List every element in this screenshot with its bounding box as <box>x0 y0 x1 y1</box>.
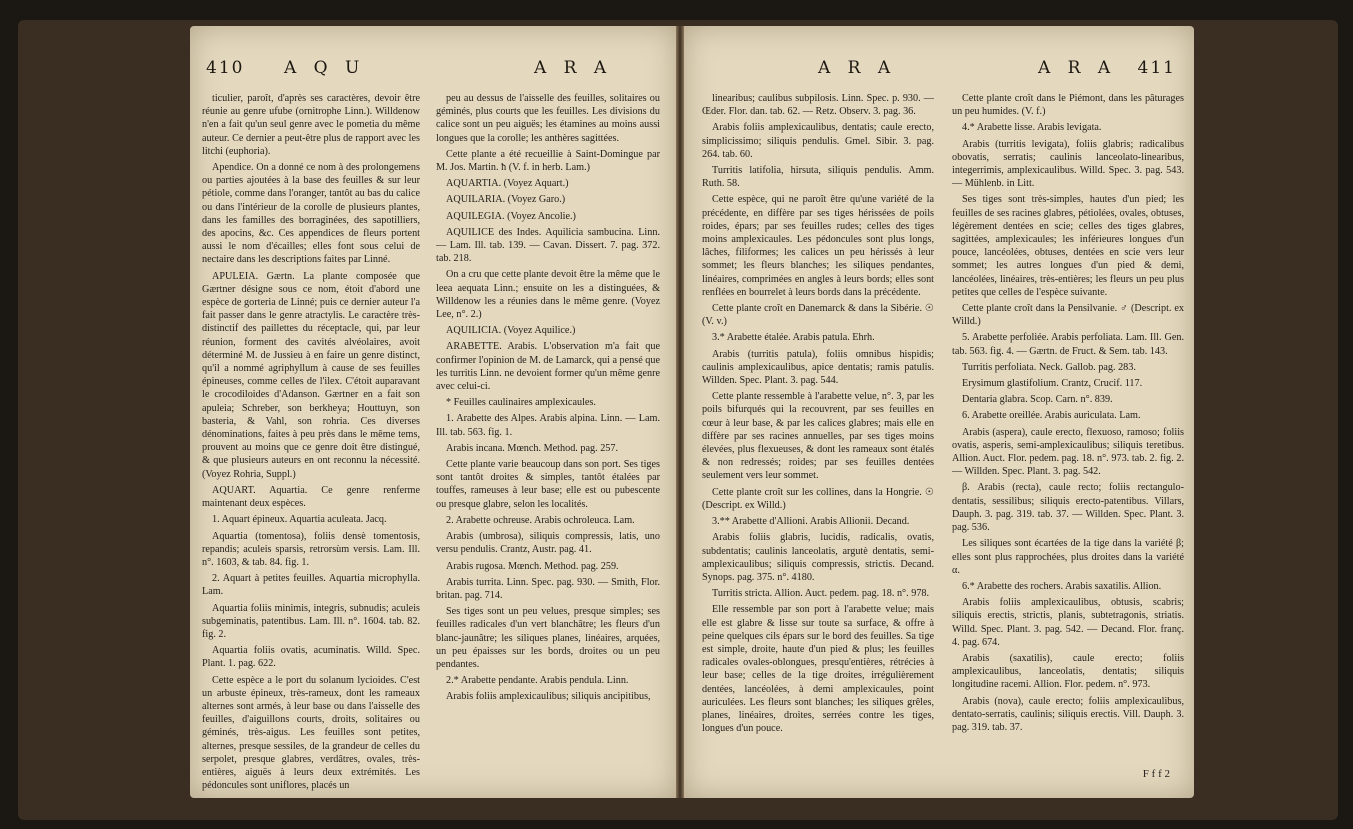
paragraph: Cette plante varie beaucoup dans son port. Ses tiges sont tantôt droites & simples, tantôt étalées par touffes, rameuses à leur base; elle est ou pubescente ou presque glabre, selon les localités. <box>436 459 660 510</box>
paragraph: Aquartia foliis minimis, integris, subnudis; aculeis subgeminatis, patentibus. Lam. Ill. n°. 1604. tab. 82. fig. 2. <box>202 602 420 640</box>
paragraph: Arabis foliis amplexicaulibus, obtusis, scabris; siliquis erectis, strictis, planis, subtetragonis, striatis. Willd. Spec. Plant. 3. pag. 542. — Decand. Flor. franç. 4. pag. 674. <box>952 597 1184 648</box>
paragraph: Aquartia (tomentosa), foliis densè tomentosis, repandis; aculeis sparsis, retrorsùm versis. Lam. Ill. n°. 1603, & tab. 84. fig. 1. <box>202 530 420 568</box>
paragraph: Dentaria glabra. Scop. Carn. n°. 839. <box>962 394 1113 406</box>
paragraph: AQUILEGIA. (Voyez Ancolie.) <box>446 210 576 222</box>
paragraph: β. Arabis (recta), caule recto; foliis rectangulo-dentatis, sessilibus; siliquis erecto-patentibus. Villars, Dauph. 3. pag. 319. tab. 37. — Willden. Spec. Plant. 3. pag. 536. <box>952 482 1184 534</box>
paragraph: Cette plante croît en Danemarck & dans la Sibérie. ☉ (V. v.) <box>702 303 934 328</box>
paragraph: Cette plante croît dans le Piémont, dans les pâturages un peu humides. (V. f.) <box>952 93 1184 118</box>
paragraph: Ses tiges sont très-simples, hautes d'un pied; les feuilles de ses racines glabres, pétiolées, ovales, obtuses, légèrement dentées en scie; celles des tiges glabres, sagittées, amplexicaules; les inférieures longues d'un pouce, lancéolées, obtuses, dentées en scie vers leur sommet; les autres longues d'un pied & demi, lancéolées, linéaires, très-entières; les fleurs un peu plus petites que celles de l'espèce suivante. <box>952 194 1184 298</box>
paragraph: 6.* Arabette des rochers. Arabis saxatilis. Allion. <box>962 580 1162 592</box>
running-head: A R A <box>1038 58 1117 78</box>
paragraph: Arabis (turritis levigata), foliis glabris; radicalibus obovatis, serratis; caulinis lanceolato-linearibus, integerrimis, amplexicaulibus. Willd. Spec. 3. pag. 543. — Mühlenb. in Litt. <box>952 138 1184 190</box>
running-head: A R A <box>818 58 897 78</box>
left-column-2 <box>436 92 660 707</box>
paragraph: AQUART. Aquartia. Ce genre renferme maintenant deux espèces. <box>202 484 420 510</box>
paragraph: Arabis foliis amplexicaulibus; siliquis ancipitibus, <box>446 691 651 703</box>
paragraph: 6. Arabette oreillée. Arabis auriculata. Lam. <box>962 410 1141 422</box>
paragraph: AQUILICE des Indes. Aquilicia sambucina. Linn. — Lam. Ill. tab. 139. — Cavan. Dissert. 7. pag. 372. tab. 218. <box>436 226 660 265</box>
paragraph: 5. Arabette perfoliée. Arabis perfoliata. Lam. Ill. Gen. tab. 563. fig. 4. — Gærtn. de Fruct. & Sem. tab. 143. <box>952 332 1184 357</box>
paragraph: Aquartia foliis ovatis, acuminatis. Willd. Spec. Plant. 1. pag. 622. <box>202 645 420 670</box>
paragraph: peu au dessus de l'aisselle des feuilles, solitaires ou géminés, plus courts que les feuilles. Les divisions du calice sont un peu aiguës; les étamines au moins aussi longues que la corolle; les anthères sagittées. <box>436 93 660 144</box>
paragraph: * Feuilles caulinaires amplexicaules. <box>446 397 596 409</box>
right-page <box>684 26 1194 798</box>
paragraph: Arabis foliis glabris, lucidis, radicalis, ovatis, subdentatis; caulinis lanceolatis, argutè dentatis, semi-amplexicaulibus; siliquis compressis, strictis. Decand. Synops. pag. 375. n°. 4180. <box>702 532 934 583</box>
right-page-header <box>698 58 1180 84</box>
paragraph: Turritis latifolia, hirsuta, siliquis pendulis. Amm. Ruth. 58. <box>702 165 934 190</box>
paragraph: Arabis incana. Mœnch. Method. pag. 257. <box>446 442 619 454</box>
paragraph: Cette plante ressemble à l'arabette velue, n°. 3, par les poils bifurqués qui la recouvrent, par ses feuilles en cœur à leur base, & par les calices glabres; mais elle en diffère par ses racines annuelles, par ses tiges moins élevées, plus flexueuses, & dont les rameaux sont étalés & non redressés; roides; par ses feuilles dentées seulement vers leur sommet. <box>702 391 934 482</box>
paragraph: Ses tiges sont un peu velues, presque simples; ses feuilles radicales d'un vert blanchâtre; les fleurs d'un blanc-jaunâtre; les siliques planes, linéaires, arquées, un peu épaisses sur les bords, droites ou un peu pendantes. <box>436 606 660 670</box>
paragraph: On a cru que cette plante devoit être la même que le leea aequata Linn.; ensuite on les a distinguées, & Willdenow les a réunies dans le même genre. (Voyez Lee, n°. 2.) <box>436 269 660 321</box>
running-head: A R A <box>534 58 613 78</box>
paragraph: ARABETTE. Arabis. L'observation m'a fait que confirmer l'opinion de M. de Lamarck, qui a pensé que les turritis Linn. ne devoient former qu'un même genre avec celui-ci. <box>436 341 660 393</box>
page-number: 411 <box>1137 58 1176 78</box>
paragraph: Cette espèce, qui ne paroît être qu'une variété de la précédente, en diffère par ses tiges hérissées de poils roides, épars; par ses feuilles rudes; celles des tiges moins amplexicaules. Les pédoncules sont plus longs, lâches, filiformes; les calices un peu hérissés à leur sommet; les fleurs blanches; les siliques pendantes, linéaires, comprimées en angles à leurs bords; elles sont renflées en bourrelet à leurs bords dans la précédente. <box>702 194 934 298</box>
paragraph: 1. Arabette des Alpes. Arabis alpina. Linn. — Lam. Ill. tab. 563. fig. 1. <box>436 413 660 438</box>
paragraph: Turritis perfoliata. Neck. Gallob. pag. 283. <box>962 361 1136 373</box>
paragraph: Arabis (turritis patula), foliis omnibus hispidis; caulinis amplexicaulibus, apice dentatis; ramis patulis. Willden. Spec. Plant. 3. pag. 544. <box>702 348 934 387</box>
paragraph: AQUILICIA. (Voyez Aquilice.) <box>446 325 576 337</box>
paragraph: Cette espèce a le port du solanum lycioides. C'est un arbuste épineux, très-rameux, dont les rameaux alternes sont armés, à leur base ou dans l'aisselle des feuilles, d'aiguillons courts, droits, solitaires ou géminés, très-aigus. Les feuilles sont petites, alternes, presque sessiles, de la grandeur de celles du serpolet, presque glabres, verdâtres, ovales, très-entières, aiguës à leurs deux extrémités. Les pédoncules sont uniflores, placés un <box>202 674 420 792</box>
paragraph: Cette plante croît dans la Pensilvanie. ♂ (Descript. ex Willd.) <box>952 303 1184 328</box>
paragraph: 2. Aquart à petites feuilles. Aquartia microphylla. Lam. <box>202 573 420 598</box>
paragraph: 3.** Arabette d'Allioni. Arabis Allionii. Decand. <box>712 516 910 528</box>
right-column-1 <box>702 92 934 738</box>
signature-mark: F f f 2 <box>1142 768 1170 780</box>
gutter <box>676 26 684 798</box>
paragraph: Apendice. On a donné ce nom à des prolongemens ou parties ajoutées à la base des feuilles & sur leur pétiole, comme dans l'oranger, tantôt au bas du calice ou dans l'intérieur de la corolle de plusieurs plantes, dans les familles des borraginées, des sapotilliers, des apocins, &c. Ces appendices de fleurs portent aussi le nom d'écailles; elles font sous celui de nectaire dans les descriptions faites par Linné. <box>202 162 420 266</box>
paragraph: Arabis (umbrosa), siliquis compressis, latis, uno versu pendulis. Crantz, Austr. pag. 41. <box>436 531 660 556</box>
running-head: A Q U <box>284 58 366 78</box>
paragraph: APULEIA. Gærtn. La plante composée que Gærtner désigne sous ce nom, étoit d'abord une espèce de gorteria de Linné; puis ce dernier auteur l'a fait passer dans le genre atractylis. Le caractère très-distinctif des paillettes du réceptacle, qui, par leur réunion, forment des cavités alvéolaires, avoit déterminé M. de Jussieu à en faire un genre distinct, qu'il a nommé agriphyllum à cause de ses feuilles épineuses, comme celles de l'ilex. C'étoit auparavant le crocodiloides d'Adanson. Gærtner en a fait son apuleia; Schreber, son berkheya; Houttuyn, son basteria, & Vahl, son rohria. Ces diverses dénominations, faites à peu près dans le même tems, prouvent au moins que ce genre doit être distingué, & que plusieurs auteurs en ont reconnu la nécessité. (Voyez Rohria, Suppl.) <box>202 270 420 480</box>
paragraph: AQUARTIA. (Voyez Aquart.) <box>446 178 569 190</box>
paragraph: Arabis (nova), caule erecto; foliis amplexicaulibus, dentato-serratis, caulinis; siliquis erectis. Vill. Dauph. 3. pag. 319. tab. 37. <box>952 695 1184 733</box>
paragraph: 3.* Arabette étalée. Arabis patula. Ehrh. <box>712 332 875 344</box>
paragraph: Turritis stricta. Allion. Auct. pedem. pag. 18. n°. 978. <box>712 588 930 600</box>
paragraph: Erysimum glastifolium. Crantz, Crucif. 117. <box>962 378 1143 390</box>
paragraph: Cette plante croît sur les collines, dans la Hongrie. ☉ (Descript. ex Willd.) <box>702 486 934 511</box>
paragraph: AQUILARIA. (Voyez Garo.) <box>446 194 566 206</box>
paragraph: Arabis (aspera), caule erecto, flexuoso, ramoso; foliis ovatis, asperis, semi-amplexicaulibus; siliquis teretibus. Allion. Auct. Flor. pedem. pag. 18. n°. 973. tab. 2. fig. 2. — Willden. Spec. Plant. 3. pag. 542. <box>952 426 1184 478</box>
right-column-2 <box>952 92 1184 737</box>
paragraph: Les siliques sont écartées de la tige dans la variété β; elles sont plus rapprochées, plus droites dans la variété α. <box>952 538 1184 576</box>
paragraph: 2. Arabette ochreuse. Arabis ochroleuca. Lam. <box>446 514 635 526</box>
page-number: 410 <box>206 58 245 78</box>
paragraph: Arabis turrita. Linn. Spec. pag. 930. — Smith, Flor. britan. pag. 714. <box>436 576 660 601</box>
paragraph: 2.* Arabette pendante. Arabis pendula. Linn. <box>446 675 629 687</box>
paragraph: 4.* Arabette lisse. Arabis levigata. <box>962 122 1102 134</box>
paragraph: Arabis foliis amplexicaulibus, dentatis; caule erecto, simplicissimo; siliquis pendulis. Gmel. Sibir. 3. pag. 264. tab. 60. <box>702 122 934 160</box>
left-page-header <box>204 58 662 84</box>
left-page <box>190 26 676 798</box>
paragraph: linearibus; caulibus subpilosis. Linn. Spec. p. 930. — Œder. Flor. dan. tab. 62. — Retz. Observ. 3. pag. 36. <box>702 93 934 118</box>
paragraph: Elle ressemble par son port à l'arabette velue; mais elle est glabre & lisse sur toute sa surface, & offre à peine quelques cils épars sur le bord des feuilles. Sa tige est simple, droite, haute d'un pied & plus; les feuilles radicales ovales-oblongues, presqu'entières, rétrécies à leur base; celles de la tige droites, irrégulièrement dentées, lancéolées, à demi amplexicaules, point auriculées. Les fleurs sont blanches; les siliques grêles, planes, linéaires, droites, serrées contre les tiges, longues d'un pouce. <box>702 604 934 735</box>
left-column-1 <box>202 92 420 795</box>
paragraph: Arabis rugosa. Mœnch. Method. pag. 259. <box>446 560 619 572</box>
paragraph: 1. Aquart épineux. Aquartia aculeata. Jacq. <box>212 514 387 526</box>
paragraph: Cette plante a été recueillie à Saint-Domingue par M. Jos. Martin. ħ (V. f. in herb. Lam.) <box>436 148 660 174</box>
paragraph: Arabis (saxatilis), caule erecto; foliis amplexicaulibus, lanceolatis, dentatis; siliquis longitudine racemi. Allion. Flor. pedem. n°. 973. <box>952 652 1184 691</box>
paragraph: ticulier, paroît, d'après ses caractères, devoir être réunie au genre ufube (ornitrophe Linn.). Willdenow n'en a fait qu'un seul genre avec le pometia du même auteur. Ce dernier a peut-être plus de rapport avec les litchi (euphoria). <box>202 93 420 157</box>
